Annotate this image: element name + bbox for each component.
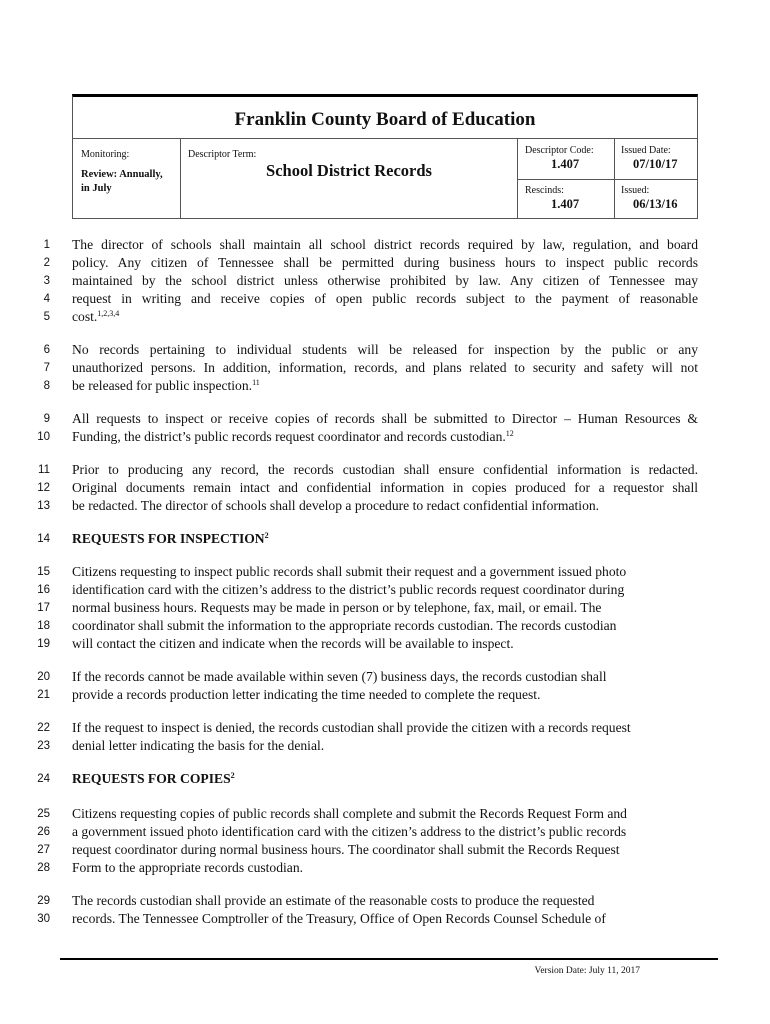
body-line: provide a records production letter indicating the time needed to complete the request. <box>72 687 541 702</box>
line-number: 18 <box>37 620 50 632</box>
line-number: 16 <box>37 584 50 596</box>
footnote-ref: 2 <box>230 771 235 780</box>
line-number: 12 <box>37 482 50 494</box>
footer-rule <box>60 958 718 960</box>
body-line: policy. Any citizen of Tennessee shall be permitted during business hours to inspect public records <box>72 255 698 270</box>
issued-date-value: 07/10/17 <box>633 157 678 171</box>
line-number: 1 <box>43 239 50 251</box>
rescinds-label: Rescinds: <box>525 185 564 196</box>
body-line: request coordinator during normal business hours. The coordinator shall submit the Records Request <box>72 842 620 857</box>
section-heading-copies: REQUESTS FOR COPIES$^2$ <box>72 771 235 786</box>
line-number: 28 <box>37 862 50 874</box>
body-line: Original documents remain intact and confidential information in copies produced for a requestor shall <box>72 480 698 495</box>
line-number: 24 <box>37 773 50 785</box>
issued-date-label: Issued Date: <box>621 145 671 156</box>
issued-label: Issued: <box>621 185 650 196</box>
line-number: 9 <box>43 413 50 425</box>
descriptor-code-label: Descriptor Code: <box>525 145 594 156</box>
descriptor-term-value: School District Records <box>266 161 432 180</box>
body-line: cost.$^{1,2,3,4}$ <box>72 309 120 324</box>
board-title: Franklin County Board of Education <box>234 109 536 130</box>
monitoring-value-line-1: Review: Annually, <box>81 169 163 180</box>
line-number: 10 <box>37 431 50 443</box>
body-line: records. The Tennessee Comptroller of the Treasury, Office of Open Records Counsel Schedule of <box>72 911 606 926</box>
body-line: be redacted. The director of schools shall develop a procedure to redact confidential information. <box>72 498 600 513</box>
body-line: request in writing and receive copies of open public records subject to the payment of reasonable <box>72 291 698 306</box>
line-number: 30 <box>37 913 50 925</box>
line-number: 13 <box>37 500 50 512</box>
body-line: All requests to inspect or receive copies of records shall be submitted to Director – Human Resources & <box>72 411 698 426</box>
body-line: unauthorized persons. In addition, information, records, and plans related to security and safety will not <box>72 360 698 375</box>
body-line: normal business hours. Requests may be made in person or by telephone, fax, mail, or email. The <box>72 600 602 615</box>
line-number: 19 <box>37 638 50 650</box>
rescinds-value: 1.407 <box>551 197 580 211</box>
body-line: coordinator shall submit the information to the appropriate records custodian. The records custodian <box>72 618 617 633</box>
body-line: The records custodian shall provide an estimate of the reasonable costs to produce the requested <box>72 893 595 908</box>
body-line: Funding, the district’s public records request coordinator and records custodian.$^{12}$ <box>72 429 514 444</box>
line-number: 26 <box>37 826 50 838</box>
body-line: be released for public inspection.$^{11}$ <box>72 378 260 393</box>
header-column-divider <box>517 138 518 218</box>
policy-header-box <box>72 94 698 219</box>
line-number: 11 <box>38 464 50 476</box>
line-number: 25 <box>37 808 50 820</box>
line-number: 7 <box>43 362 50 374</box>
descriptor-code-value: 1.407 <box>551 157 580 171</box>
section-heading-inspection: REQUESTS FOR INSPECTION$^2$ <box>72 531 269 546</box>
line-number: 8 <box>43 380 50 392</box>
line-number: 21 <box>37 689 50 701</box>
body-line: Prior to producing any record, the records custodian shall ensure confidential information is redacted. <box>72 462 698 477</box>
line-number: 23 <box>37 740 50 752</box>
line-number: 29 <box>37 895 50 907</box>
footnote-ref: 12 <box>505 429 514 438</box>
body-line: If the request to inspect is denied, the records custodian shall provide the citizen with a records request <box>72 720 631 735</box>
line-number: 5 <box>43 311 50 323</box>
body-line: Citizens requesting to inspect public records shall submit their request and a government issued photo <box>72 564 627 579</box>
monitoring-value-line-2: in July <box>81 183 112 194</box>
line-number: 15 <box>37 566 50 578</box>
body-line: The director of schools shall maintain all school district records required by law, regulation, and board <box>72 237 698 252</box>
line-number: 22 <box>37 722 50 734</box>
monitoring-label: Monitoring: <box>81 149 130 160</box>
issued-value: 06/13/16 <box>633 197 678 211</box>
line-number: 3 <box>43 275 50 287</box>
line-number: 20 <box>37 671 50 683</box>
body-line: denial letter indicating the basis for the denial. <box>72 738 325 753</box>
body-line: No records pertaining to individual students will be released for inspection by the public or any <box>72 342 698 357</box>
body-line: identification card with the citizen’s address to the district’s public records request coordinator during <box>72 582 625 597</box>
line-number: 27 <box>37 844 50 856</box>
version-date: Version Date: July 11, 2017 <box>534 966 640 976</box>
header-column-divider <box>614 138 615 218</box>
footnote-ref: 2 <box>264 531 269 540</box>
line-number: 14 <box>37 533 50 545</box>
footnote-ref: 1,2,3,4 <box>97 309 120 318</box>
line-number: 17 <box>37 602 50 614</box>
body-line: maintained by the school district unless otherwise prohibited by law. Any citizen of Tennessee may <box>72 273 698 288</box>
line-number: 6 <box>43 344 50 356</box>
footnote-ref: 11 <box>252 378 260 387</box>
header-divider <box>73 138 697 139</box>
body-line: Citizens requesting copies of public records shall complete and submit the Records Request Form and <box>72 806 627 821</box>
body-line: a government issued photo identification card with the citizen’s address to the district’s public records <box>72 824 627 839</box>
body-line: If the records cannot be made available within seven (7) business days, the records custodian shall <box>72 669 607 684</box>
body-line: Form to the appropriate records custodian. <box>72 860 304 875</box>
line-number: 2 <box>43 257 50 269</box>
line-number: 4 <box>43 293 50 305</box>
header-row-divider <box>517 179 697 180</box>
descriptor-term-label: Descriptor Term: <box>188 149 257 160</box>
body-line: will contact the citizen and indicate when the records will be available to inspect. <box>72 636 514 651</box>
